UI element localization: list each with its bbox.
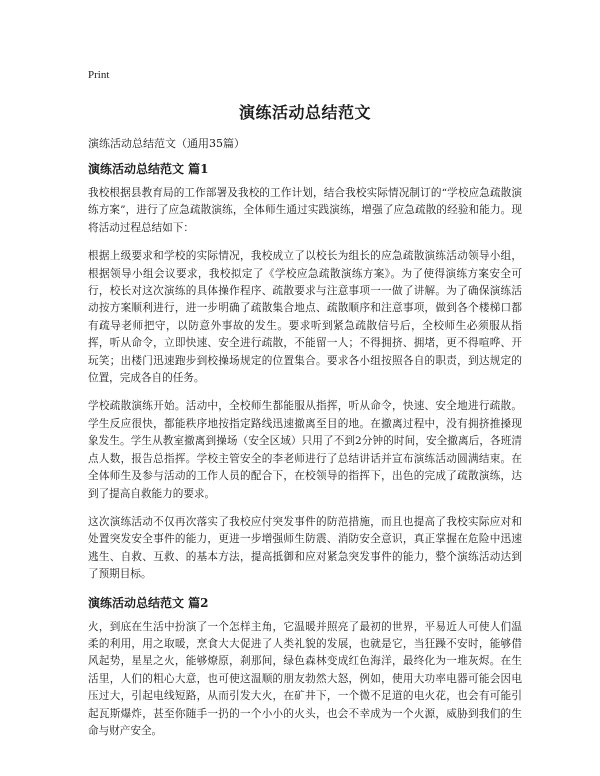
section-1-paragraph-1: 我校根据县教育局的工作部署及我校的工作计划，结合我校实际情况制订的“学校应急疏散演练方案”，进行了应急疏散演练，全体师生通过实践演练，增强了应急疏散的经验和能力。现将活动过程总结如下：: [88, 187, 522, 234]
section-1-paragraph-4: 这次演练活动不仅再次落实了我校应付突发事件的防范措施，而且也提高了我校实际应对和处置突发安全事件的能力，更进一步增强师生防震、消防安全意识，真正掌握在危险中迅速逃生、自救、互救、的基本方法，提高抵御和应对紧急突发事件的能力，整个演练活动达到了预期目标。: [88, 515, 522, 581]
document-subtitle: 演练活动总结范文（通用35篇）: [88, 137, 245, 150]
print-label: Print: [88, 69, 110, 81]
section-1-paragraph-2: 根据上级要求和学校的实际情况，我校成立了以校长为组长的应急疏散演练活动领导小组，根据领导小组会议要求，我校拟定了《学校应急疏散演练方案》。为了使得演练方案安全可行，校长对这次演练的具体操作程序、疏散要求与注意事项一一做了讲解。为了确保演练活动按方案顺利进行，进一步明确了疏散集合地点、疏散顺序和注意事项，做到各个楼梯口都有疏导老师把守，以防意外事故的发生。要求听到紧急疏散信号后，全校师生必须服从指挥，听从命令，立即快速、安全进行疏散，不能留一人；不得拥挤、拥堵，更不得喧哗、开玩笑；出楼门迅速跑步到校操场规定的位置集合。要求各小组按照各自的职责，到达规定的位置，完成各自的任务。: [88, 250, 522, 385]
section-1-heading: 演练活动总结范文 篇1: [88, 162, 209, 176]
document-title: 演练活动总结范文: [238, 103, 371, 122]
section-1-paragraph-3: 学校疏散演练开始。活动中，全校师生都能服从指挥，听从命令，快速、安全地进行疏散。学生反应很快，都能秩序地按指定路线迅速撤离至目的地。在撤离过程中，没有拥挤推搡现象发生。学生从教室撤离到操场（安全区域）只用了不到2分钟的时间，安全撤离后，各班清点人数，报告总指挥。学校主管安全的李老师进行了总结讲话并宣布演练活动圆满结束。在全体师生及参与活动的工作人员的配合下，在校领导的指挥下，出色的完成了疏散演练，达到了提高自救能力的要求。: [88, 400, 522, 500]
document-page: [88, 68, 522, 751]
section-1: [88, 161, 522, 584]
section-2-heading: 演练活动总结范文 篇2: [88, 595, 209, 610]
section-2-paragraph-1: 火，到底在生活中扮演了一个怎样主角，它温暖并照亮了最初的世界，平易近人可使人们温柔的利用，用之取暖，烹食大大促进了人类礼貌的发展，也就是它，当狂躁不安时，能够借风起势，星星之火，能够燎原，刹那间，绿色森林变成红色海洋，最终化为一堆灰烬。在生活里，人们的粗心大意，也可使这温顺的朋友勃然大怒，例如，使用大功率电器可能会因电压过大，引起电线短路，从而引发大火，在矿井下，一个微不足道的电火花，也会有可能引起瓦斯爆炸，甚至你随手一扔的一个小小的火头，也会不幸成为一个火源，威胁到我们的生命与财产安全。: [88, 620, 522, 737]
section-2: [88, 595, 522, 741]
